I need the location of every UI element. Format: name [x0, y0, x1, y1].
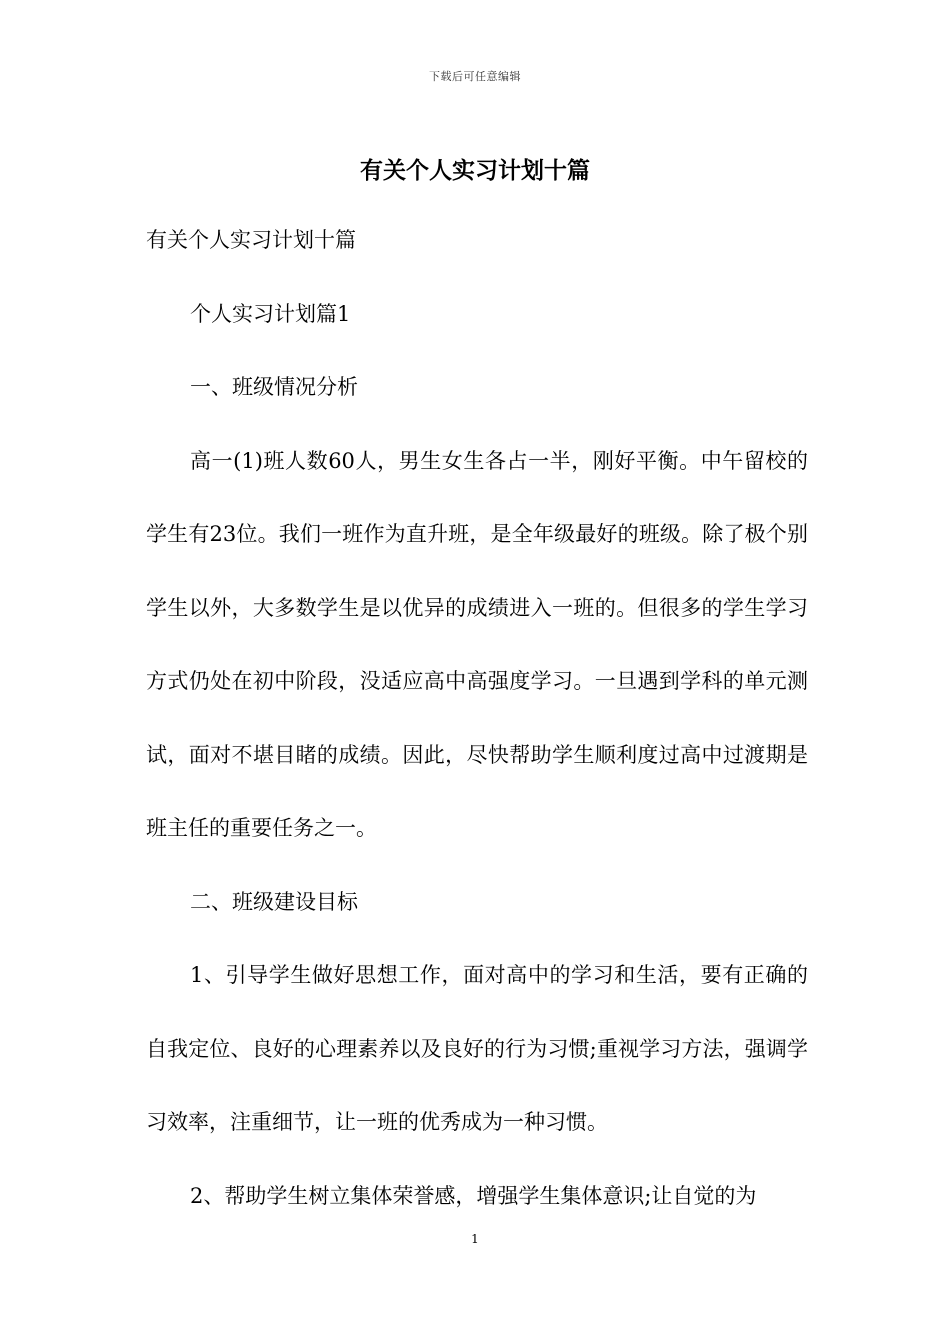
paragraph-class-analysis: 高一(1)班人数60人，男生女生各占一半，刚好平衡。中午留校的学生有23位。我们一班作为直升班，是全年级最好的班级。除了极个别学生以外，大多数学生是以优异的成绩进入一班的。但很多的学生学习方式仍处在初中阶段，没适应高中高强度学习。一旦遇到学科的单元测试，面对不堪目睹的成绩。因此，尽快帮助学生顺利度过高中过渡期是班主任的重要任务之一。 — [146, 448, 808, 840]
paragraph-section-heading: 个人实习计划篇1 — [190, 301, 351, 326]
page-number: 1 — [471, 1232, 479, 1246]
paragraph-subtitle: 有关个人实习计划十篇 — [146, 228, 356, 252]
paragraph-goal-2: 2、帮助学生树立集体荣誉感，增强学生集体意识;让自觉的为 — [190, 1183, 757, 1208]
paragraph-heading-class-goals: 二、班级建设目标 — [190, 889, 358, 914]
header-note: 下载后可任意编辑 — [429, 70, 521, 83]
document-body — [146, 204, 808, 1233]
paragraph-goal-1: 1、引导学生做好思想工作，面对高中的学习和生活，要有正确的自我定位、良好的心理素养以及良好的行为习惯;重视学习方法，强调学习效率，注重细节，让一班的优秀成为一种习惯。 — [146, 963, 808, 1134]
paragraph-heading-class-analysis: 一、班级情况分析 — [190, 375, 358, 399]
document-title: 有关个人实习计划十篇 — [360, 157, 590, 184]
